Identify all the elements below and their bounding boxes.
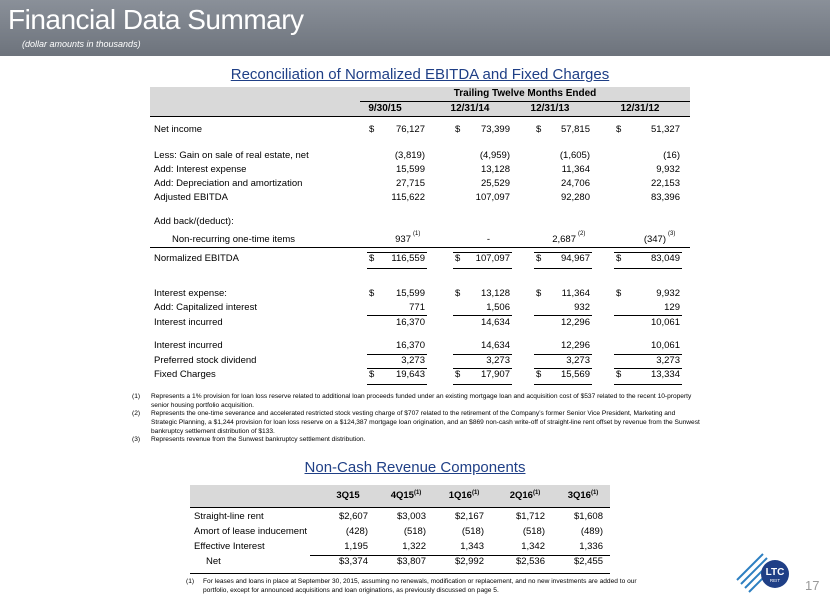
section-rule [150, 247, 690, 248]
subtotal-rule [453, 354, 512, 355]
total-rule [534, 368, 592, 385]
table-cell: 1,195 [344, 541, 368, 552]
table-cell: 22,153 [650, 178, 680, 189]
table-cell: 11,364 [561, 164, 590, 175]
recon-col-header: 9/30/15 [368, 103, 402, 114]
dollar-sign: $ [536, 124, 542, 135]
subtotal-rule [367, 354, 427, 355]
table-cell: 10,061 [650, 317, 680, 328]
row-label: Interest expense: [154, 288, 227, 299]
row-label: Add: Depreciation and amortization [154, 178, 303, 189]
table-cell: $2,455 [573, 556, 603, 567]
table-cell: 13,128 [480, 288, 510, 299]
recon-group-header: Trailing Twelve Months Ended [453, 88, 597, 99]
table-cell: 115,622 [391, 192, 425, 203]
table-cell: 83,049 [650, 253, 680, 264]
row-label: Net income [154, 124, 203, 135]
noncash-footnote-num: (1) [186, 578, 195, 585]
total-rule [534, 252, 592, 269]
table-row [150, 231, 690, 248]
table-cell: 14,634 [480, 317, 510, 328]
noncash-bottom-rule [190, 573, 610, 574]
table-cell: 3,273 [401, 355, 425, 366]
subtotal-rule [614, 315, 682, 316]
table-cell: (489) [580, 526, 603, 537]
table-cell: (1,605) [559, 150, 590, 161]
table-cell: 3,273 [566, 355, 590, 366]
table-cell: 76,127 [395, 124, 425, 135]
table-cell: $2,992 [454, 556, 484, 567]
dollar-sign: $ [369, 369, 375, 380]
row-label: Interest incurred [154, 340, 223, 351]
dollar-sign: $ [536, 288, 542, 299]
table-row [190, 526, 610, 540]
dollar-sign: $ [616, 288, 622, 299]
table-cell: $3,807 [396, 556, 426, 567]
subtotal-rule [310, 555, 610, 556]
table-cell: 16,370 [395, 317, 425, 328]
total-rule [453, 252, 512, 269]
table-row [190, 541, 610, 555]
table-cell: - [486, 234, 490, 245]
table-cell: 107,097 [475, 253, 510, 264]
table-row [150, 178, 690, 192]
table-cell: 13,334 [650, 369, 680, 380]
table-cell: 116,559 [391, 253, 425, 264]
recon-col-header: 12/31/14 [450, 103, 490, 114]
table-cell: 3,273 [486, 355, 510, 366]
table-cell: $2,536 [515, 556, 545, 567]
row-label: Adjusted EBITDA [154, 192, 228, 203]
table-cell: 73,399 [480, 124, 510, 135]
recon-header-rule [150, 116, 690, 117]
table-cell: 10,061 [650, 340, 680, 351]
table-row [150, 124, 690, 138]
footnote-text: Represents a 1% provision for loan loss reserve related to additional loan proceeds funded under an existing mortgage loan and acquisition cost of $537 related to the recent 10-property senior housing portfolio acquisition. [151, 393, 692, 409]
table-cell: 14,634 [480, 340, 510, 351]
table-cell: 15,569 [560, 369, 590, 380]
logo-text: LTC [765, 567, 785, 578]
footnote-text: Represents revenue from the Sunwest bankruptcy settlement distribution. [151, 436, 366, 443]
footnote-ref: (3) [668, 231, 676, 237]
table-cell: 937 [395, 234, 411, 245]
dollar-sign: $ [369, 288, 375, 299]
dollar-sign: $ [616, 124, 622, 135]
footnote-text: Represents the one-time severance and accelerated restricted stock vesting charge of $707 related to the retirement of the Company’s former Senior Vice President, Marketing and Strategic Planning, a $1,244 provision for loan loss reserve on a $124,387 mortgage loan origination, and an $869 non-cash write-off of straight-line rent offset by revenue from the Sunwest bankruptcy settlement distribution of $133. [151, 410, 700, 435]
row-label: Add: Interest expense [154, 164, 247, 175]
noncash-col-header [376, 490, 436, 501]
table-cell: $1,608 [573, 511, 603, 522]
table-cell: (16) [663, 150, 680, 161]
dollar-sign: $ [455, 253, 461, 264]
ltc-logo [733, 544, 795, 596]
table-cell: 1,336 [579, 541, 603, 552]
table-row [150, 340, 690, 354]
subtotal-rule [453, 315, 512, 316]
page-subtitle: (dollar amounts in thousands) [22, 39, 141, 49]
header-bar [0, 0, 830, 56]
dollar-sign: $ [369, 124, 375, 135]
total-rule [614, 368, 682, 385]
table-cell: $3,374 [338, 556, 368, 567]
table-row [150, 216, 690, 230]
table-cell: 11,364 [561, 288, 590, 299]
table-cell: (347) [643, 234, 666, 245]
col-label: 4Q15 [390, 490, 414, 502]
table-cell: 12,296 [560, 317, 590, 328]
row-label: Amort of lease inducement [194, 526, 308, 537]
row-label: Interest incurred [154, 317, 223, 328]
table-cell: 57,815 [560, 124, 590, 135]
row-label: Less: Gain on sale of real estate, net [154, 150, 309, 161]
table-row [150, 355, 690, 369]
table-cell: (428) [345, 526, 368, 537]
dollar-sign: $ [616, 369, 622, 380]
table-cell: 3,273 [656, 355, 680, 366]
total-rule [367, 368, 427, 385]
page-number: 17 [805, 578, 820, 593]
table-cell: 17,907 [480, 369, 510, 380]
row-label: Effective Interest [194, 541, 265, 552]
table-row [150, 317, 690, 331]
subtotal-rule [367, 315, 427, 316]
noncash-footnote-text: For leases and loans in place at September 30, 2015, assuming no renewals, modification or replacement, and no new investments are added to our portfolio, except for announced acquisitions and loan originations, as previously discussed on page 5. [203, 578, 637, 594]
col-label: 1Q16 [448, 490, 472, 502]
table-cell: 13,128 [480, 164, 510, 175]
table-cell: 129 [664, 302, 680, 313]
noncash-col-header [495, 490, 555, 501]
table-cell: 9,932 [656, 288, 680, 299]
table-row [150, 192, 690, 206]
total-rule [453, 368, 512, 385]
table-cell: 94,967 [560, 253, 590, 264]
total-rule [614, 252, 682, 269]
table-cell: 51,327 [650, 124, 680, 135]
table-cell: 1,322 [402, 541, 426, 552]
table-cell: 12,296 [560, 340, 590, 351]
dollar-sign: $ [536, 369, 542, 380]
table-cell: $2,167 [454, 511, 484, 522]
logo-subtext: REIT [769, 578, 781, 583]
dollar-sign: $ [455, 288, 461, 299]
table-row [150, 150, 690, 164]
subtotal-rule [534, 315, 592, 316]
table-cell: $2,607 [338, 511, 368, 522]
col-label: 3Q16 [567, 490, 591, 502]
footnote-ref: (1) [413, 231, 421, 237]
dollar-sign: $ [536, 253, 542, 264]
table-cell: 92,280 [560, 192, 590, 203]
table-cell: 24,706 [560, 178, 590, 189]
footnote-num: (1) [132, 393, 141, 400]
row-label: Straight-line rent [194, 511, 264, 522]
table-row [190, 511, 610, 525]
dollar-sign: $ [616, 253, 622, 264]
col-label: 3Q15 [336, 490, 360, 502]
row-label: Add back/(deduct): [154, 216, 234, 227]
dollar-sign: $ [369, 253, 375, 264]
table-cell: (518) [522, 526, 545, 537]
table-cell: 15,599 [395, 164, 425, 175]
noncash-col-header [318, 490, 378, 501]
table-row [190, 556, 610, 570]
col-note: (1) [471, 490, 480, 496]
footnote-num: (2) [132, 410, 141, 417]
table-cell: 15,599 [395, 288, 425, 299]
col-note: (1) [532, 490, 541, 496]
table-row [150, 302, 690, 316]
subtotal-rule [614, 354, 682, 355]
table-cell: (3,819) [394, 150, 425, 161]
noncash-col-header [434, 490, 494, 501]
table-cell: (4,959) [479, 150, 510, 161]
page-title: Financial Data Summary [8, 4, 304, 35]
row-label: Net [206, 556, 221, 567]
row-label: Add: Capitalized interest [154, 302, 257, 313]
recon-col-header: 12/31/13 [530, 103, 570, 114]
col-note: (1) [413, 490, 422, 496]
table-row [150, 164, 690, 178]
table-cell: 1,343 [460, 541, 484, 552]
noncash-title: Non-Cash Revenue Components [304, 459, 526, 476]
table-cell: 27,715 [395, 178, 425, 189]
table-cell: 932 [574, 302, 590, 313]
dollar-sign: $ [455, 124, 461, 135]
noncash-header-rule [190, 507, 610, 508]
subtotal-rule [534, 354, 592, 355]
table-cell: 771 [409, 302, 425, 313]
noncash-col-header [553, 490, 613, 501]
table-cell: 1,506 [486, 302, 510, 313]
footnote-num: (3) [132, 436, 141, 443]
table-cell: 83,396 [650, 192, 680, 203]
recon-group-rule [360, 101, 690, 102]
table-cell: 107,097 [475, 192, 510, 203]
row-label: Non-recurring one-time items [172, 234, 296, 245]
row-label: Fixed Charges [154, 369, 216, 380]
footnote-ref: (2) [578, 231, 586, 237]
table-cell: $3,003 [396, 511, 426, 522]
total-rule [367, 252, 427, 269]
table-cell: 1,342 [521, 541, 545, 552]
recon-col-header: 12/31/12 [620, 103, 660, 114]
table-cell: 25,529 [480, 178, 510, 189]
table-cell: 19,643 [395, 369, 425, 380]
table-cell: 2,687 [552, 234, 576, 245]
table-cell: (518) [461, 526, 484, 537]
table-cell: (518) [403, 526, 426, 537]
table-cell: $1,712 [515, 511, 545, 522]
recon-title: Reconciliation of Normalized EBITDA and Fixed Charges [230, 66, 610, 83]
dollar-sign: $ [455, 369, 461, 380]
table-cell: 9,932 [656, 164, 680, 175]
row-label: Preferred stock dividend [154, 355, 257, 366]
row-label: Normalized EBITDA [154, 253, 239, 264]
col-label: 2Q16 [509, 490, 533, 502]
col-note: (1) [590, 490, 599, 496]
table-row [150, 288, 690, 302]
table-cell: 16,370 [395, 340, 425, 351]
